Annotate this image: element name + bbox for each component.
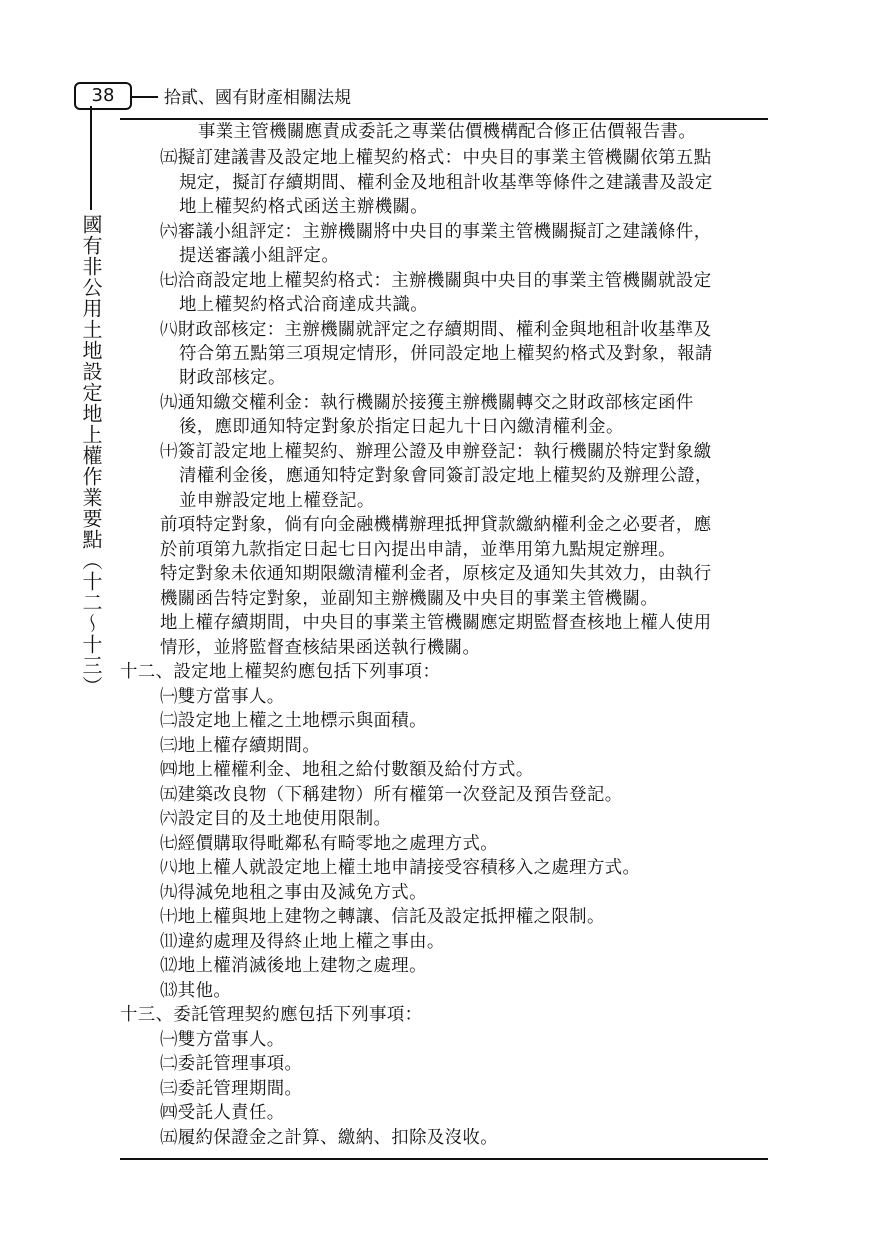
list-item: ㈩地上權與地上建物之轉讓、信託及設定抵押權之限制。 [160, 907, 605, 927]
text-line: ㈨通知繳交權利金：執行機關於接獲主辦機關轉交之財政部核定函件 [160, 393, 694, 413]
header-rule-connector [132, 96, 158, 98]
list-item: ⑾違約處理及得終止地上權之事由。 [160, 932, 445, 952]
list-item: ⒀其他。 [160, 981, 232, 1001]
text-line: ㈥審議小組評定：主辦機關將中央目的事業主管機關擬訂之建議條件， [160, 222, 712, 242]
page-number: 38 [74, 82, 132, 110]
list-item: ㈡委託管理事項。 [160, 1054, 303, 1074]
section-heading: 十三、委託管理契約應包括下列事項： [120, 1005, 423, 1025]
text-line: 情形，並將監督查核結果函送執行機關。 [160, 638, 481, 658]
list-item: ㈨得減免地租之事由及減免方式。 [160, 883, 427, 903]
section-heading: 十二、設定地上權契約應包括下列事項： [120, 662, 441, 682]
list-item: ㈥設定目的及土地使用限制。 [160, 809, 392, 829]
text-line: 事業主管機關應責成委託之專業估價機構配合修正估價報告書。 [198, 122, 697, 142]
list-item: ㈦經價購取得毗鄰私有畸零地之處理方式。 [160, 834, 499, 854]
text-line: 後，應即通知特定對象於指定日起九十日內繳清權利金。 [179, 417, 624, 437]
text-line: ㈦洽商設定地上權契約格式：主辦機關與中央目的事業主管機關就設定 [160, 271, 712, 291]
text-line: 特定對象未依通知期限繳清權利金者，原核定及通知失其效力，由執行 [160, 564, 712, 584]
text-line: ㈤擬訂建議書及設定地上權契約格式：中央目的事業主管機關依第五點 [160, 148, 712, 168]
text-line: 地上權契約格式函送主辦機關。 [179, 197, 429, 217]
text-line: 清權利金後，應通知特定對象會同簽訂設定地上權契約及辦理公證， [179, 466, 713, 486]
text-line: 地上權存續期間，中央目的事業主管機關應定期監督查核地上權人使用 [160, 613, 712, 633]
chapter-title: 拾貳、國有財產相關法規 [164, 88, 351, 108]
list-item: ㈠雙方當事人。 [160, 1030, 285, 1050]
text-line: ㈧財政部核定：主辦機關就評定之存續期間、權利金與地租計收基準及 [160, 320, 712, 340]
list-item: ⑿地上權消滅後地上建物之處理。 [160, 956, 427, 976]
text-line: 並申辦設定地上權登記。 [179, 491, 375, 511]
text-line: 財政部核定。 [179, 368, 286, 388]
text-line: 提送審議小組評定。 [179, 246, 340, 266]
list-item: ㈣地上權權利金、地租之給付數額及給付方式。 [160, 760, 534, 780]
list-item: ㈢委託管理期間。 [160, 1079, 303, 1099]
bottom-rule [120, 1158, 768, 1160]
list-item: ㈤履約保證金之計算、繳納、扣除及沒收。 [160, 1128, 499, 1148]
text-line: 於前項第九款指定日起七日內提出申請，並準用第九點規定辦理。 [160, 540, 676, 560]
text-line: ㈩簽訂設定地上權契約、辦理公證及申辦登記：執行機關於特定對象繳 [160, 442, 712, 462]
text-line: 符合第五點第三項規定情形，併同設定地上權契約格式及對象，報請 [179, 344, 713, 364]
list-item: ㈧地上權人就設定地上權土地申請接受容積移入之處理方式。 [160, 858, 641, 878]
list-item: ㈡設定地上權之土地標示與面積。 [160, 711, 427, 731]
list-item: ㈣受託人責任。 [160, 1103, 285, 1123]
list-item: ㈤建築改良物（下稱建物）所有權第一次登記及預告登記。 [160, 785, 623, 805]
text-line: 機關函告特定對象，並副知主辦機關及中央目的事業主管機關。 [160, 589, 659, 609]
text-line: 前項特定對象，倘有向金融機構辦理抵押貸款繳納權利金之必要者，應 [160, 515, 712, 535]
list-item: ㈠雙方當事人。 [160, 687, 285, 707]
text-line: 規定，擬訂存續期間、權利金及地租計收基準等條件之建議書及設定 [179, 173, 713, 193]
text-line: 地上權契約格式洽商達成共識。 [179, 295, 429, 315]
side-section-title: 國有非公用土地設定地上權作業要點（十二～十三） [79, 214, 103, 697]
side-rule [90, 106, 92, 210]
list-item: ㈢地上權存續期間。 [160, 736, 321, 756]
